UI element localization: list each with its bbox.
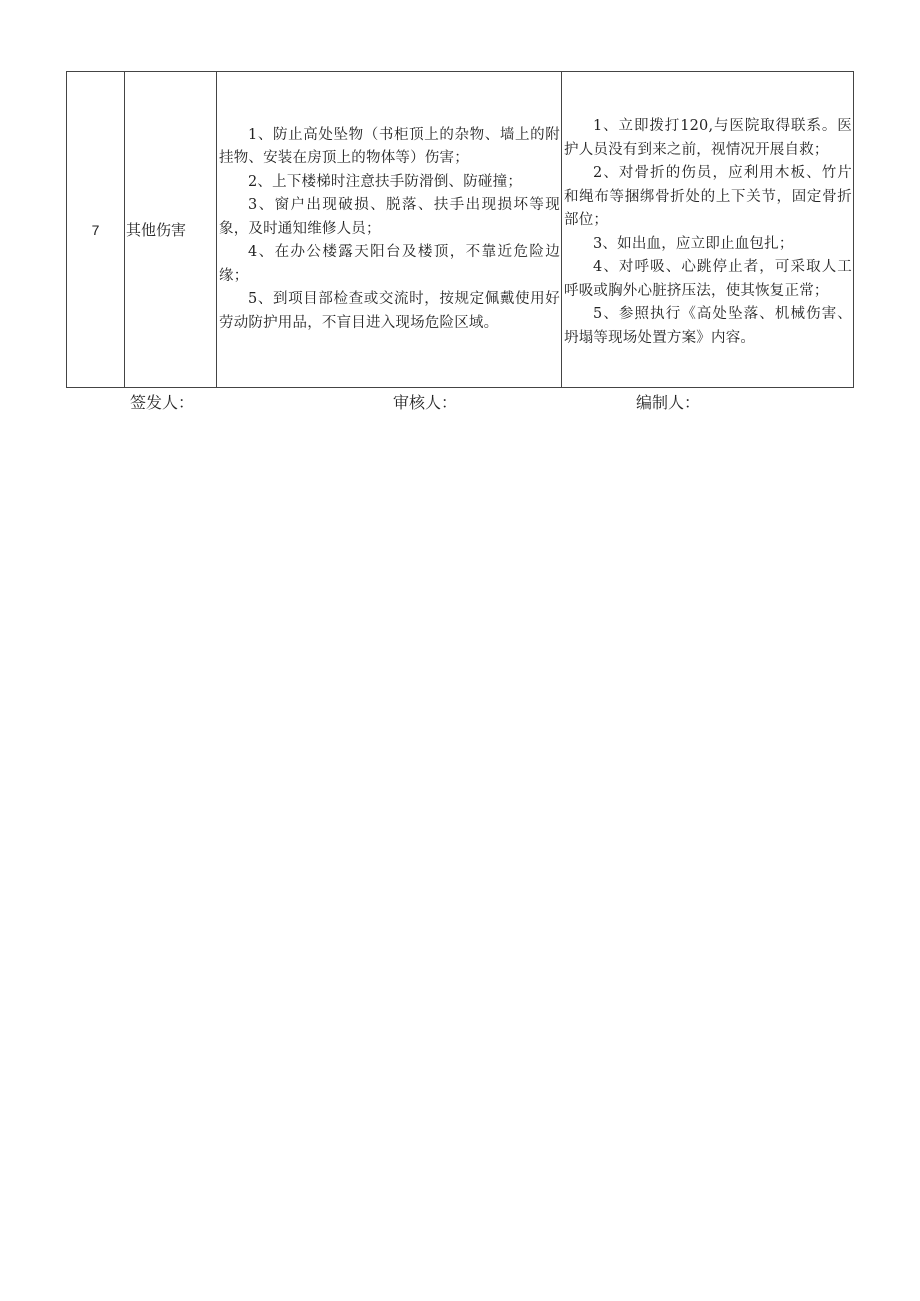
emergency-item: 1、立即拨打120,与医院取得联系。医护人员没有到来之前，视情况开展自救； xyxy=(564,118,852,158)
issuer-label: 签发人： xyxy=(130,393,195,412)
prevention-item: 5、到项目部检查或交流时，按规定佩戴使用好劳动防护用品，不盲目进入现场危险区域。 xyxy=(219,291,560,331)
emergency-item: 2、对骨折的伤员，应利用木板、竹片和绳布等捆绑骨折处的上下关节，固定骨折部位； xyxy=(564,165,852,228)
hazard-table xyxy=(66,71,854,388)
editor-label: 编制人： xyxy=(636,393,701,412)
row-number: 7 xyxy=(67,72,125,388)
prevention-item: 2、上下楼梯时注意扶手防滑倒、防碰撞； xyxy=(248,173,523,190)
emergency-item: 5、参照执行《高处坠落、机械伤害、坍塌等现场处置方案》内容。 xyxy=(564,306,852,346)
emergency-item: 3、如出血，应立即止血包扎； xyxy=(593,235,794,252)
emergency-item: 4、对呼吸、心跳停止者，可采取人工呼吸或胸外心脏挤压法，使其恢复正常； xyxy=(564,259,852,299)
emergency-measures-cell xyxy=(562,72,854,388)
table-row xyxy=(67,72,854,388)
prevention-measures-cell xyxy=(217,72,562,388)
reviewer-label: 审核人： xyxy=(393,393,458,412)
prevention-item: 1、防止高处坠物（书柜顶上的杂物、墙上的附挂物、安装在房顶上的物体等）伤害； xyxy=(219,126,560,167)
emergency-measures xyxy=(562,105,853,354)
signature-line xyxy=(0,390,920,416)
hazard-type: 其他伤害 xyxy=(125,72,217,388)
prevention-item: 4、在办公楼露天阳台及楼顶，不靠近危险边缘； xyxy=(219,244,560,284)
prevention-item: 3、窗户出现破损、脱落、扶手出现损坏等现象，及时通知维修人员； xyxy=(219,197,560,237)
prevention-measures xyxy=(217,124,561,336)
